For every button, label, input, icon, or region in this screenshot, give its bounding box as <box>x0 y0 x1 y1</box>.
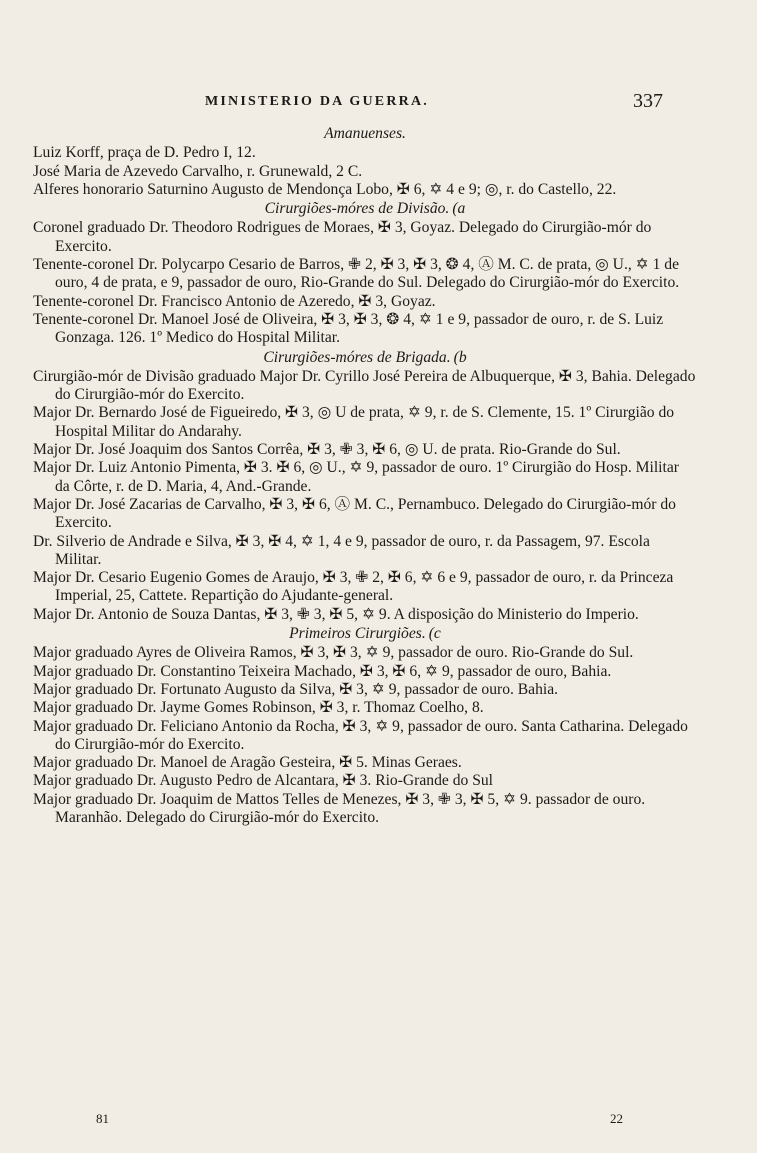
page-footer <box>0 1111 757 1131</box>
list-item: Major graduado Ayres de Oliveira Ramos, ✠ 3, ✠ 3, ✡ 9, passador de ouro. Rio-Grande do Sul. <box>33 644 634 662</box>
list-item: Major Dr. Antonio de Souza Dantas, ✠ 3, ✙ 3, ✠ 5, ✡ 9. A disposição do Ministerio do Imperio. <box>33 605 639 623</box>
page-header <box>0 90 757 118</box>
list-item: Coronel graduado Dr. Theodoro Rodrigues de Moraes, ✠ 3, Goyaz. Delegado do Cirurgião-mór do Exercito. <box>33 219 652 255</box>
list-item: José Maria de Azevedo Carvalho, r. Grunewald, 2 C. <box>33 162 363 180</box>
list-item: Major graduado Dr. Augusto Pedro de Alcantara, ✠ 3. Rio-Grande do Sul <box>33 772 493 790</box>
list-item: Major graduado Dr. Feliciano Antonio da Rocha, ✠ 3, ✡ 9, passador de ouro. Santa Catharina. Delegado do Cirurgião-mór do Exercito. <box>33 717 688 753</box>
list-item: Major Dr. José Zacarias de Carvalho, ✠ 3, ✠ 6, Ⓐ M. C., Pernambuco. Delegado do Cirurgião-mór do Exercito. <box>33 495 676 532</box>
section-amanuenses <box>33 125 697 199</box>
list-item: Major Dr. Luiz Antonio Pimenta, ✠ 3. ✠ 6, ◎ U., ✡ 9, passador de ouro. 1º Cirurgião do Hosp. Militar da Côrte, r. de D. Maria, 4, And.-Grande. <box>33 459 679 495</box>
signature-mark-left: 81 <box>96 1111 109 1126</box>
section-title: Cirurgiões-móres de Divisão. (a <box>264 200 466 218</box>
page-number: 337 <box>633 90 663 112</box>
list-item: Luiz Korff, praça de D. Pedro I, 12. <box>33 144 256 162</box>
document-body <box>33 124 697 827</box>
list-item: Major graduado Dr. Joaquim de Mattos Telles de Menezes, ✠ 3, ✙ 3, ✠ 5, ✡ 9. passador de ouro. Maranhão. Delegado do Cirurgião-mór do Exercito. <box>33 790 646 826</box>
list-item: Alferes honorario Saturnino Augusto de Mendonça Lobo, ✠ 6, ✡ 4 e 9; ◎, r. do Castello, 22. <box>33 180 617 198</box>
list-item: Major graduado Dr. Constantino Teixeira Machado, ✠ 3, ✠ 6, ✡ 9, passador de ouro, Bahia. <box>33 662 612 680</box>
list-item: Major Dr. José Joaquim dos Santos Corrêa, ✠ 3, ✙ 3, ✠ 6, ◎ U. de prata. Rio-Grande do Sul. <box>33 441 621 459</box>
list-item: Tenente-coronel Dr. Polycarpo Cesario de Barros, ✙ 2, ✠ 3, ✠ 3, ❂ 4, Ⓐ M. C. de prata, ◎ U., ✡ 1 de ouro, 4 de prata, e 9, passador de ouro, Rio-Grande do Sul. Delegado do Cirurgião-mór do Exercito. <box>33 256 680 292</box>
running-title: MINISTERIO DA GUERRA. <box>205 94 429 109</box>
list-item: Major Dr. Cesario Eugenio Gomes de Araujo, ✠ 3, ✙ 2, ✠ 6, ✡ 6 e 9, passador de ouro, r. da Princeza Imperial, 25, Cattete. Repartição do Ajudante-general. <box>33 569 674 605</box>
list-item: Major graduado Dr. Fortunato Augusto da Silva, ✠ 3, ✡ 9, passador de ouro. Bahia. <box>33 680 559 698</box>
list-item: Major Dr. Bernardo José de Figueiredo, ✠ 3, ◎ U de prata, ✡ 9, r. de S. Clemente, 15. 1º Cirurgião do Hospital Militar do Andarahy. <box>33 404 675 440</box>
section-cirurgioes-mores-divisao <box>33 200 697 347</box>
section-cirurgioes-mores-brigada <box>33 349 697 624</box>
section-primeiros-cirurgioes <box>33 625 697 827</box>
list-item: Major graduado Dr. Jayme Gomes Robinson, ✠ 3, r. Thomaz Coelho, 8. <box>33 699 484 717</box>
section-title: Cirurgiões-móres de Brigada. (b <box>263 348 467 366</box>
section-title: Primeiros Cirurgiões. (c <box>289 625 441 643</box>
signature-mark-right: 22 <box>610 1111 623 1126</box>
list-item: Tenente-coronel Dr. Manoel José de Oliveira, ✠ 3, ✠ 3, ❂ 4, ✡ 1 e 9, passador de ouro, r. de S. Luiz Gonzaga. 126. 1º Medico do Hospital Militar. <box>33 310 664 347</box>
list-item: Major graduado Dr. Manoel de Aragão Gesteira, ✠ 5. Minas Geraes. <box>33 754 462 772</box>
list-item: Dr. Silverio de Andrade e Silva, ✠ 3, ✠ 4, ✡ 1, 4 e 9, passador de ouro, r. da Passagem, 97. Escola Militar. <box>33 532 650 568</box>
section-title: Amanuenses. <box>324 125 406 142</box>
list-item: Tenente-coronel Dr. Francisco Antonio de Azeredo, ✠ 3, Goyaz. <box>33 292 436 310</box>
list-item: Cirurgião-mór de Divisão graduado Major Dr. Cyrillo José Pereira de Albuquerque, ✠ 3, Bahia. Delegado do Cirurgião-mór do Exercito. <box>33 367 696 404</box>
